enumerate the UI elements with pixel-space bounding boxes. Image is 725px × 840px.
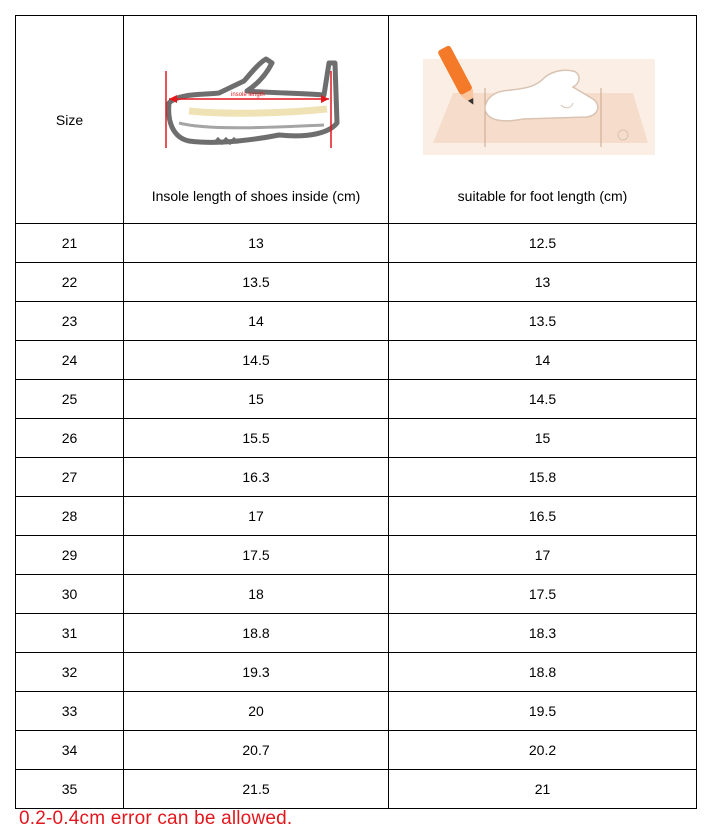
table-row: [16, 770, 697, 809]
table-row: [16, 614, 697, 653]
size-cell: 28: [16, 497, 124, 536]
table-row: [16, 575, 697, 614]
size-cell: 24: [16, 341, 124, 380]
size-cell: 34: [16, 731, 124, 770]
error-tolerance-note: 0.2-0.4cm error can be allowed.: [19, 808, 293, 829]
foot-length-cell: 18.3: [389, 614, 697, 653]
insole-length-cell: 17.5: [124, 536, 389, 575]
foot-length-cell: 12.5: [389, 224, 697, 263]
foot-length-cell: 14: [389, 341, 697, 380]
table-row: [16, 536, 697, 575]
insole-length-cell: 14.5: [124, 341, 389, 380]
size-cell: 22: [16, 263, 124, 302]
insole-length-cell: 18: [124, 575, 389, 614]
size-header: Size: [55, 111, 84, 128]
foot-length-header: suitable for foot length (cm): [457, 188, 628, 204]
insole-length-cell: 13.5: [124, 263, 389, 302]
size-cell: 27: [16, 458, 124, 497]
foot-length-cell: 19.5: [389, 692, 697, 731]
foot-length-cell: 21: [389, 770, 697, 809]
insole-length-image-label: insole length: [231, 92, 265, 98]
foot-length-cell: 18.8: [389, 653, 697, 692]
size-cell: 25: [16, 380, 124, 419]
table-row: [16, 380, 697, 419]
insole-length-header: Insole length of shoes inside (cm): [151, 188, 361, 204]
table-row: [16, 692, 697, 731]
insole-length-cell: 18.8: [124, 614, 389, 653]
foot-length-cell: 14.5: [389, 380, 697, 419]
insole-header-cell: [124, 16, 389, 224]
insole-length-cell: 21.5: [124, 770, 389, 809]
insole-length-cell: 17: [124, 497, 389, 536]
insole-length-cell: 15: [124, 380, 389, 419]
size-cell: 31: [16, 614, 124, 653]
foot-length-cell: 16.5: [389, 497, 697, 536]
size-cell: 29: [16, 536, 124, 575]
table-row: [16, 224, 697, 263]
insole-length-cell: 16.3: [124, 458, 389, 497]
table-row: [16, 302, 697, 341]
size-cell: 35: [16, 770, 124, 809]
foot-length-cell: 17.5: [389, 575, 697, 614]
table-header-row: [16, 16, 697, 224]
insole-length-cell: 20: [124, 692, 389, 731]
table-row: [16, 419, 697, 458]
size-cell: 30: [16, 575, 124, 614]
foot-length-cell: 13.5: [389, 302, 697, 341]
size-header-cell: [16, 16, 124, 224]
insole-length-cell: 19.3: [124, 653, 389, 692]
size-cell: 21: [16, 224, 124, 263]
foot-length-cell: 17: [389, 536, 697, 575]
insole-length-cell: 20.7: [124, 731, 389, 770]
size-cell: 23: [16, 302, 124, 341]
table-row: [16, 458, 697, 497]
table-row: [16, 497, 697, 536]
foot-length-cell: 15: [389, 419, 697, 458]
size-chart-table: [15, 15, 697, 809]
table-row: [16, 341, 697, 380]
size-cell: 32: [16, 653, 124, 692]
insole-length-cell: 14: [124, 302, 389, 341]
size-cell: 26: [16, 419, 124, 458]
table-row: [16, 653, 697, 692]
insole-length-cell: 15.5: [124, 419, 389, 458]
foot-length-cell: 20.2: [389, 731, 697, 770]
foot-length-cell: 15.8: [389, 458, 697, 497]
foot-measure-illustration: [423, 43, 655, 155]
table-row: [16, 263, 697, 302]
table-row: [16, 731, 697, 770]
size-cell: 33: [16, 692, 124, 731]
insole-length-cell: 13: [124, 224, 389, 263]
foot-header-cell: [389, 16, 697, 224]
shoe-insole-illustration: [159, 53, 349, 163]
foot-length-cell: 13: [389, 263, 697, 302]
